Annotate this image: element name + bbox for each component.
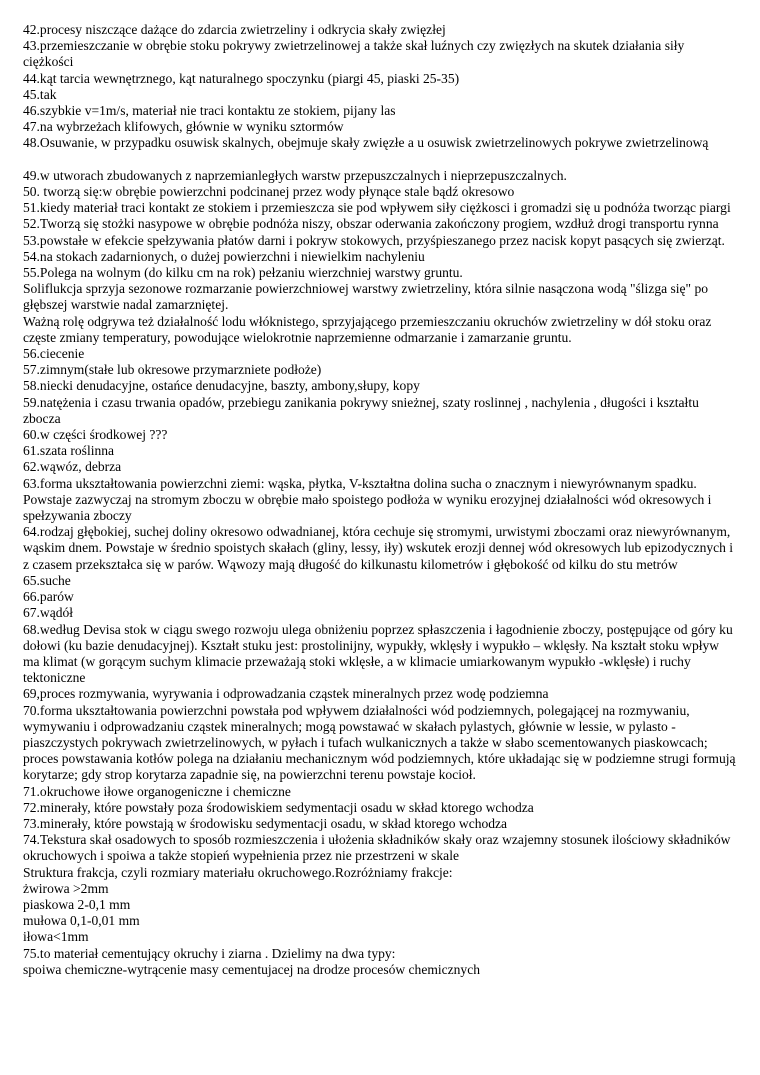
blank-line [23, 152, 738, 168]
fraction-clay: iłowa<1mm [23, 929, 89, 945]
answer-61: 61.szata roślinna [23, 443, 115, 459]
answer-66: 66.parów [23, 589, 74, 605]
answer-57: 57.zimnym(stałe lub okresowe przymarzniete podłoże) [23, 362, 322, 378]
answer-47: 47.na wybrzeżach klifowych, głównie w wyniku sztormów [23, 119, 344, 135]
answer-68: 68.według Devisa stok w ciągu swego rozwoju ulega obniżeniu poprzez spłaszczenia i łagodnienie zboczy, postępujące od góry ku dołowi (ku bazie denudacyjnej). Kształt stuku jest: prostolinijny, wypukły, wklęsły i wypukło – wklęsły. Na kształt stoku wpływ ma klimat (w gorącym suchym klimacie przeważają stoki wklęsłe, a w klimacie umiarkowanym wypukło -wklęsłe) i ruchy tektoniczne [23, 621, 733, 686]
answer-53: 53.powstałe w efekcie spełzywania płatów darni i pokryw stokowych, przyśpieszanego przez nacisk kopyt pasących się zwierząt. [23, 232, 725, 248]
answer-55: 55.Polega na wolnym (do kilku cm na rok) pełzaniu wierzchniej warstwy gruntu. [23, 265, 463, 281]
answer-48: 48.Osuwanie, w przypadku osuwisk skalnych, obejmuje skały zwięzłe a u osuwisk zwietrzelinowych pokrywe zwietrzelinową [23, 135, 709, 151]
struktura-paragraph: Struktura frakcja, czyli rozmiary materiału okruchowego.Rozróżniamy frakcje: [23, 864, 453, 880]
fraction-sand: piaskowa 2-0,1 mm [23, 896, 131, 912]
answer-74: 74.Tekstura skał osadowych to sposób rozmieszczenia i ułożenia składników skały oraz wzajemny stosunek ilościowy składników okruchowych i spoiwa a także stopień wypełnienia przez nie przestrzeni w skale [23, 832, 731, 864]
answer-72: 72.minerały, które powstały poza środowiskiem sedymentacji osadu w skład ktorego wchodza [23, 799, 534, 815]
answer-58: 58.niecki denudacyjne, ostańce denudacyjne, baszty, ambony,słupy, kopy [23, 378, 420, 394]
answer-49: 49.w utworach zbudowanych z naprzemianległych warstw przepuszczalnych i nieprzepuszczalnych. [23, 167, 567, 183]
answer-64: 64.rodzaj głębokiej, suchej doliny okresowo odwadnianej, która cechuje się stromymi, urwistymi zboczami oraz niewyrównanym, wąskim dnem. Powstaje w średnio spoistych skałach (gliny, lessy, iły) wskutek erozji dennej wód okresowych lub epizodycznych i z czasem przekształca się w parów. Wąwozy mają długość do kilkunastu kilometrów i głębokość od kilku do stu metrów [23, 524, 734, 572]
answer-50: 50. tworzą się:w obrębie powierzchni podcinanej przez wody płynące stale bądź okresowo [23, 184, 515, 200]
soliflukcja-paragraph: Soliflukcja sprzyja sezonowe rozmarzanie powierzchniowej warstwy zwietrzeliny, która silnie nasączona wodą "ślizga się" po głębszej warstwie nadal zamarzniętej. [23, 281, 709, 313]
answer-62: 62.wąwóz, debrza [23, 459, 122, 475]
answer-67: 67.wądół [23, 605, 74, 621]
answer-73: 73.minerały, które powstają w środowisku sedymentacji osadu, w skład ktorego wchodza [23, 815, 508, 831]
answer-46: 46.szybkie v=1m/s, materiał nie traci kontaktu ze stokiem, pijany las [23, 103, 396, 119]
answer-42: 42.procesy niszczące dażące do zdarcia zwietrzeliny i odkrycia skały zwięzłej [23, 22, 446, 37]
spoiwa-chemiczne-line: spoiwa chemiczne-wytrącenie masy cementujacej na drodze procesów chemicznych [23, 961, 480, 977]
answer-54: 54.na stokach zadarnionych, o dużej powierzchni i niewielkim nachyleniu [23, 248, 425, 264]
answer-56: 56.ciecenie [23, 346, 85, 362]
answer-59: 59.natężenia i czasu trwania opadów, przebiegu zanikania pokrywy snieżnej, szaty roslinnej , nachylenia , długości i kształtu zbocza [23, 394, 699, 426]
answer-43: 43.przemieszczanie w obrębie stoku pokrywy zwietrzelinowej a także skał luźnych czy zwięzłych na skutek działania siły ciężkości [23, 38, 685, 70]
answer-65: 65.suche [23, 572, 71, 588]
answer-75: 75.to materiał cementujący okruchy i ziarna . Dzielimy na dwa typy: [23, 945, 396, 961]
fraction-gravel: żwirowa >2mm [23, 880, 109, 896]
answer-71: 71.okruchowe iłowe organogeniczne i chemiczne [23, 783, 291, 799]
answer-69: 69,proces rozmywania, wyrywania i odprowadzania cząstek mineralnych przez wodę podziemna [23, 686, 549, 702]
answer-63: 63.forma ukształtowania powierzchni ziemi: wąska, płytka, V-kształtna dolina sucha o znacznym i niewyrównanym spadku. Powstaje zazwyczaj na stromym zboczu w obrębie mało spoistego podłoża w wyniku erozyjnej działalności wód okresowych i spełzywania zboczy [23, 475, 712, 524]
answer-60: 60.w części środkowej ??? [23, 427, 168, 443]
answer-44: 44.kąt tarcia wewnętrznego, kąt naturalnego spoczynku (piargi 45, piaski 25-35) [23, 70, 460, 86]
answer-52: 52.Tworzą się stożki nasypowe w obrębie podnóża niszy, obszar oderwania zakończony progiem, wzdłuż drogi transportu rynna [23, 216, 719, 232]
answer-51: 51.kiedy materiał traci kontakt ze stokiem i przemieszcza sie pod wpływem siły ciężkosci i gromadzi się u podnóża tworząc piargi [23, 200, 731, 216]
answer-70: 70.forma ukształtowania powierzchni powstała pod wpływem działalności wód podziemnych, polegającej na rozmywaniu, wymywaniu i odprowadzaniu cząstek mineralnych; mogą powstawać w skałach pylastych, głównie w lessie, w pylasto - piaszczystych pokrywach zwietrzelinowych, w pyłach i tufach wulkanicznych a także w słabo scementowanych piaskowcach; proces powstawania kotłów polega na działaniu mechanicznym wód podziemnych, które układając się w podziemne strugi formują korytarze; gdy strop korytarza zapadnie się, na powierzchni terenu powstaje kocioł. [23, 702, 736, 783]
answer-45: 45.tak [23, 86, 57, 102]
fraction-silt: mułowa 0,1-0,01 mm [23, 913, 140, 929]
lod-wloknisty-paragraph: Ważną rolę odgrywa też działalność lodu włóknistego, sprzyjającego przemieszczaniu okruchów zwietrzeliny w dół stoku oraz częste zmiany temperatury, powodujące wielokrotnie naprzemienne odmarzanie i zamarzanie gruntu. [23, 313, 712, 345]
